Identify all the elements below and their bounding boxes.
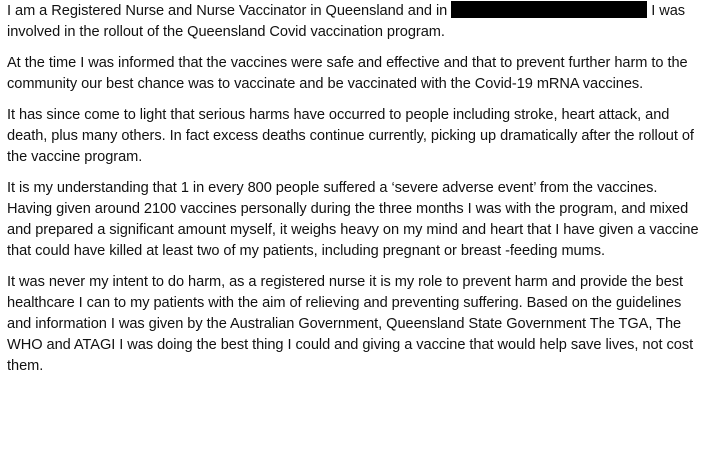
document-body (7, 1, 703, 387)
paragraph-intent: It was never my intent to do harm, as a registered nurse it is my role to prevent harm and provide the best healthcare I can to my patients with the aim of relieving and preventing suffering. Based on the guidelines and information I was given by the Australian Government, Queensland State Government The TGA, The WHO and ATAGI I was doing the best thing I could and giving a vaccine that would help save lives, not cost them. (7, 274, 694, 374)
redaction-box (451, 1, 647, 18)
paragraph-informed: At the time I was informed that the vaccines were safe and effective and that to prevent further harm to the community our best chance was to vaccinate and be vaccinated with the Covid-19 mRNA vaccines. (7, 55, 688, 92)
paragraph-harms: It has since come to light that serious harms have occurred to people including stroke, heart attack, and death, plus many others. In fact excess deaths continue currently, picking up dramatically after the rollout of the vaccine program. (7, 107, 694, 165)
paragraph-understanding: It is my understanding that 1 in every 800 people suffered a ‘severe adverse event’ from the vaccines. Having given around 2100 vaccines personally during the three months I was with the program, and mixed and prepared a significant amount myself, it weighs heavy on my mind and heart that I have given a vaccine that could have killed at least two of my patients, including pregnant or breast -feeding mums. (7, 180, 699, 259)
paragraph-intro-text-before: I am a Registered Nurse and Nurse Vaccinator in Queensland and in (7, 3, 452, 19)
paragraph-intro-text-after: I was involved in the rollout of the Queensland Covid vaccination program. (7, 3, 686, 40)
paragraph-intro (7, 1, 703, 43)
